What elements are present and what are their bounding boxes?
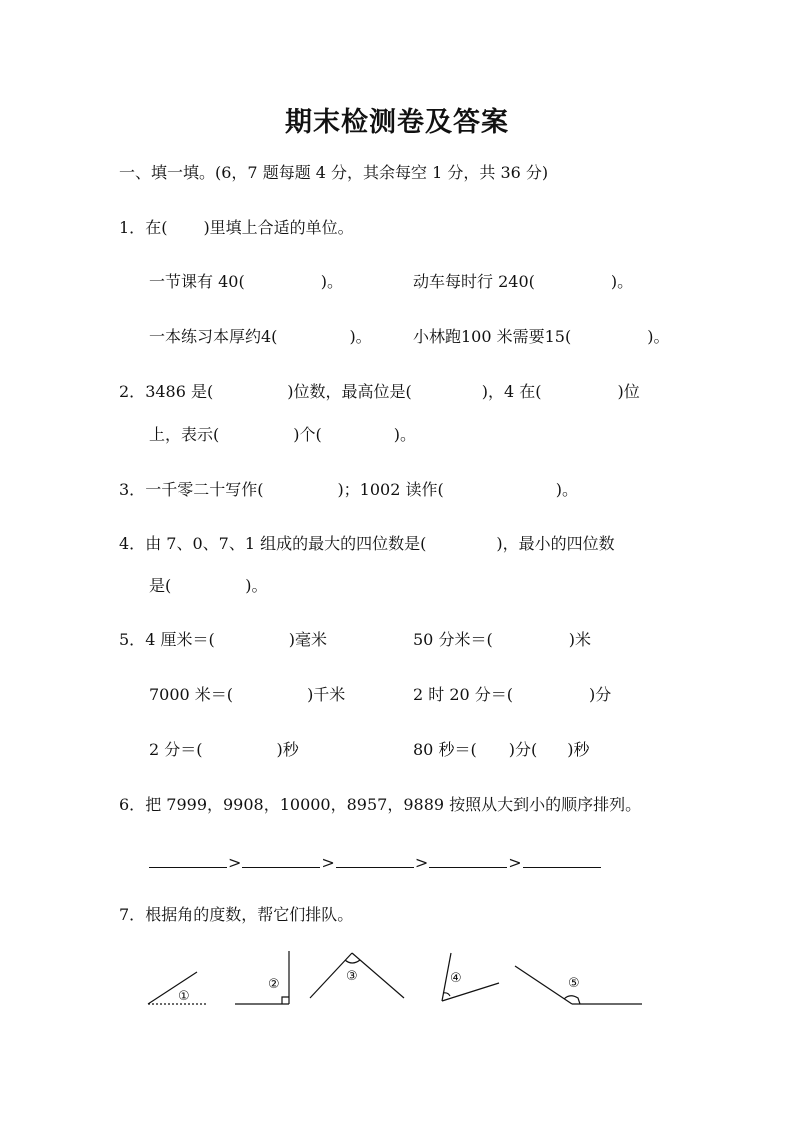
question-2-line-2: 上，表示( )个( )。 bbox=[149, 425, 416, 444]
question-6-number: 6． bbox=[119, 795, 146, 814]
greater-than-sign: > bbox=[321, 853, 335, 872]
question-1-item-b1: 一本练习本厚约4( )。 bbox=[149, 327, 372, 346]
angle-label-5: ⑤ bbox=[568, 976, 580, 991]
question-2-line-1: 2．3486 是( )位数，最高位是( )，4 在( )位 bbox=[119, 382, 640, 401]
question-6-stem: 6．把 7999，9908，10000，8957，9889 按照从大到小的顺序排列。 bbox=[119, 795, 642, 814]
greater-than-sign: > bbox=[228, 853, 242, 872]
angle-1 bbox=[148, 972, 206, 1004]
angle-3 bbox=[310, 953, 404, 998]
question-5-row-1a: 5．4 厘米＝( )毫米 bbox=[119, 630, 327, 649]
angle-5 bbox=[515, 966, 642, 1004]
section-heading: 一、填一填。(6，7 题每题 4 分，其余每空 1 分，共 36 分) bbox=[119, 163, 549, 182]
order-blank-2[interactable] bbox=[242, 851, 320, 868]
question-1-item-a2: 动车每时行 240( )。 bbox=[413, 272, 634, 291]
question-1-stem: 1．在( )里填上合适的单位。 bbox=[119, 218, 354, 237]
question-5-row-3b: 80 秒＝( )分( )秒 bbox=[413, 740, 590, 759]
question-5-row-1b: 50 分米＝( )米 bbox=[413, 630, 591, 649]
question-1-item-a1: 一节课有 40( )。 bbox=[149, 272, 343, 291]
question-3: 3．一千零二十写作( )；1002 读作( )。 bbox=[119, 480, 578, 499]
angle-label-3: ③ bbox=[346, 969, 358, 984]
angle-label-2: ② bbox=[268, 977, 280, 992]
question-1-number: 1． bbox=[119, 218, 146, 237]
question-2-number: 2． bbox=[119, 382, 146, 401]
question-5-row-2a: 7000 米＝( )千米 bbox=[149, 685, 346, 704]
question-7-stem: 7．根据角的度数，帮它们排队。 bbox=[119, 905, 354, 924]
question-5-row-3a: 2 分＝( )秒 bbox=[149, 740, 299, 759]
question-4-line-2: 是( )。 bbox=[149, 576, 268, 595]
greater-than-sign: > bbox=[414, 853, 429, 872]
ordering-answer-line bbox=[149, 851, 601, 873]
order-blank-5[interactable] bbox=[523, 851, 601, 868]
question-7-number: 7． bbox=[119, 905, 146, 924]
page-title: 期末检测卷及答案 bbox=[285, 107, 509, 138]
question-4-line-1: 4．由 7、0、7、1 组成的最大的四位数是( )，最小的四位数 bbox=[119, 534, 615, 553]
angle-2 bbox=[235, 951, 289, 1004]
question-1-item-b2: 小林跑100 米需要15( )。 bbox=[413, 327, 670, 346]
order-blank-1[interactable] bbox=[149, 851, 227, 868]
angle-4 bbox=[442, 953, 499, 1001]
angle-label-1: ① bbox=[178, 989, 190, 1004]
question-5-row-2b: 2 时 20 分＝( )分 bbox=[413, 685, 612, 704]
angle-label-4: ④ bbox=[450, 971, 462, 986]
question-3-number: 3． bbox=[119, 480, 146, 499]
question-5-number: 5． bbox=[119, 630, 146, 649]
order-blank-3[interactable] bbox=[336, 851, 414, 868]
greater-than-sign: > bbox=[508, 853, 522, 872]
question-4-number: 4． bbox=[119, 534, 146, 553]
angles-figure bbox=[140, 940, 650, 1015]
order-blank-4[interactable] bbox=[429, 851, 507, 868]
